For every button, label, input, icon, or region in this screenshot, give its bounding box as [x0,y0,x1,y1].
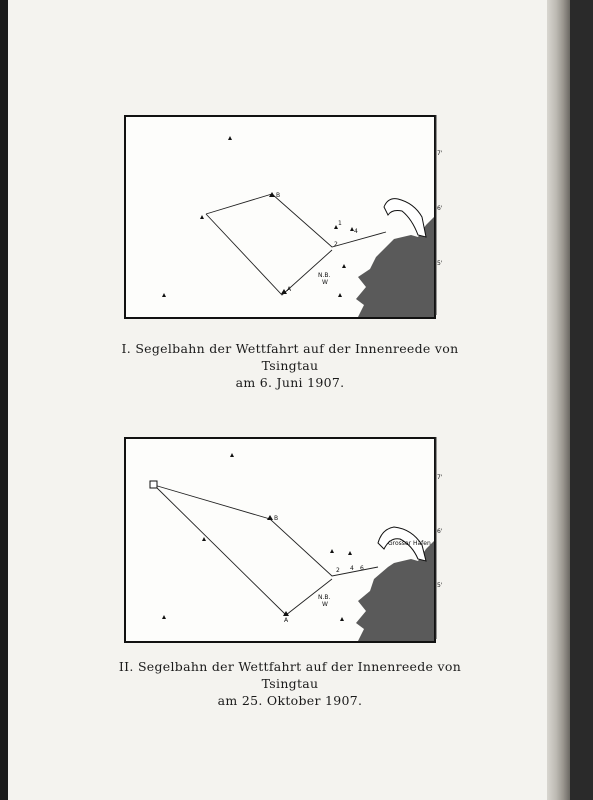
scale-7: 7' [437,474,443,481]
map-2-scale-svg [434,437,450,639]
buoy-3 [348,551,352,555]
buoy-top [230,453,234,457]
scale-6: 6' [437,205,443,212]
buoy-1 [200,215,204,219]
mark-1-label: 1 [338,220,342,227]
map-1-scale-svg [434,115,450,315]
scale-5: 5' [437,260,443,267]
map-1-drawing [126,117,434,317]
page-edge [547,0,570,800]
buoy-left [162,615,166,619]
mark-w-label: W [322,601,328,608]
mark-2-label: 2 [334,241,338,248]
course-line-2 [206,214,332,295]
mark-nb-label: N.B. [318,594,331,601]
figure-2-caption [100,658,480,709]
harbor-label: Grosser Hafen [388,540,431,547]
figure-1-caption-line-1: I. Segelbahn der Wettfahrt auf der Innenreede von Tsingtau [121,341,459,373]
mark-w-label: W [322,279,328,286]
buoy-4 [340,617,344,621]
mark-2-label: 2 [336,567,340,574]
mark-a-label: A [284,617,289,624]
figure-1-caption-line-2: am 6. Juni 1907. [235,375,345,390]
map-figure-2 [124,437,436,643]
mark-a-label: A [287,286,292,293]
map-2-drawing [126,439,434,641]
figure-2-caption-line-2: am 25. Oktober 1907. [217,693,363,708]
buoy-2 [330,549,334,553]
mark-4-label: 4 [350,565,354,572]
buoy-5 [338,293,342,297]
buoy-mid [202,537,206,541]
buoy-4 [342,264,346,268]
mark-b-label: B [274,515,279,522]
start-mark [150,481,157,488]
figure-2-caption-line-1: II. Segelbahn der Wettfahrt auf der Innenreede von Tsingtau [118,659,462,691]
buoy-left [162,293,166,297]
buoy-b [267,515,273,520]
buoy-top [228,136,232,140]
map-figure-1 [124,115,436,319]
mark-nb-label: N.B. [318,272,331,279]
mark-b-label: B [276,192,281,199]
mark-4-label: 4 [354,228,358,235]
course-line [154,485,378,576]
map-1-scale [434,115,442,315]
map-2-scale [434,437,442,639]
mark-6-label: 6 [360,565,364,572]
figure-1-caption [100,340,480,391]
course-line-2 [154,485,332,615]
course-line [206,194,386,247]
scale-5: 5' [437,582,443,589]
harbor-mole [384,199,426,237]
scale-6: 6' [437,528,443,535]
scale-7: 7' [437,150,443,157]
